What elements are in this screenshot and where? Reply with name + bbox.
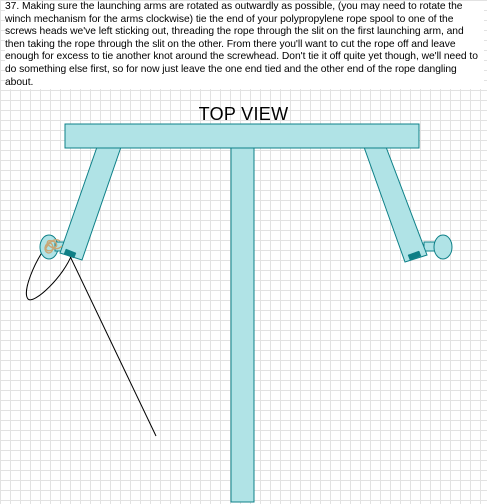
top-crossbar — [65, 124, 419, 148]
diagram-title: TOP VIEW — [198, 104, 289, 124]
right-launching-arm — [364, 147, 427, 262]
step-instructions: 37. Making sure the launching arms are rotated as outwardly as possible, (you may need to rotate the winch mechanism for the arms clockwise) tie the end of your polypropylene rope spool to one of the screws heads we've left sticking out, threading the rope through the slit on the first launching arm, and then taking the rope through the slit on the other. From there you'll want to cut the rope off and leave enough for excess to tie another knot around the screwhead. Don't tie it off quite yet though, we'll need to do something else first, so for now just leave the one end tied and the other end of the rope dangling about. — [5, 1, 484, 89]
left-launching-arm — [60, 147, 121, 260]
dangling-rope-end — [69, 254, 156, 436]
right-screw-head — [434, 235, 452, 259]
center-beam — [231, 147, 254, 502]
